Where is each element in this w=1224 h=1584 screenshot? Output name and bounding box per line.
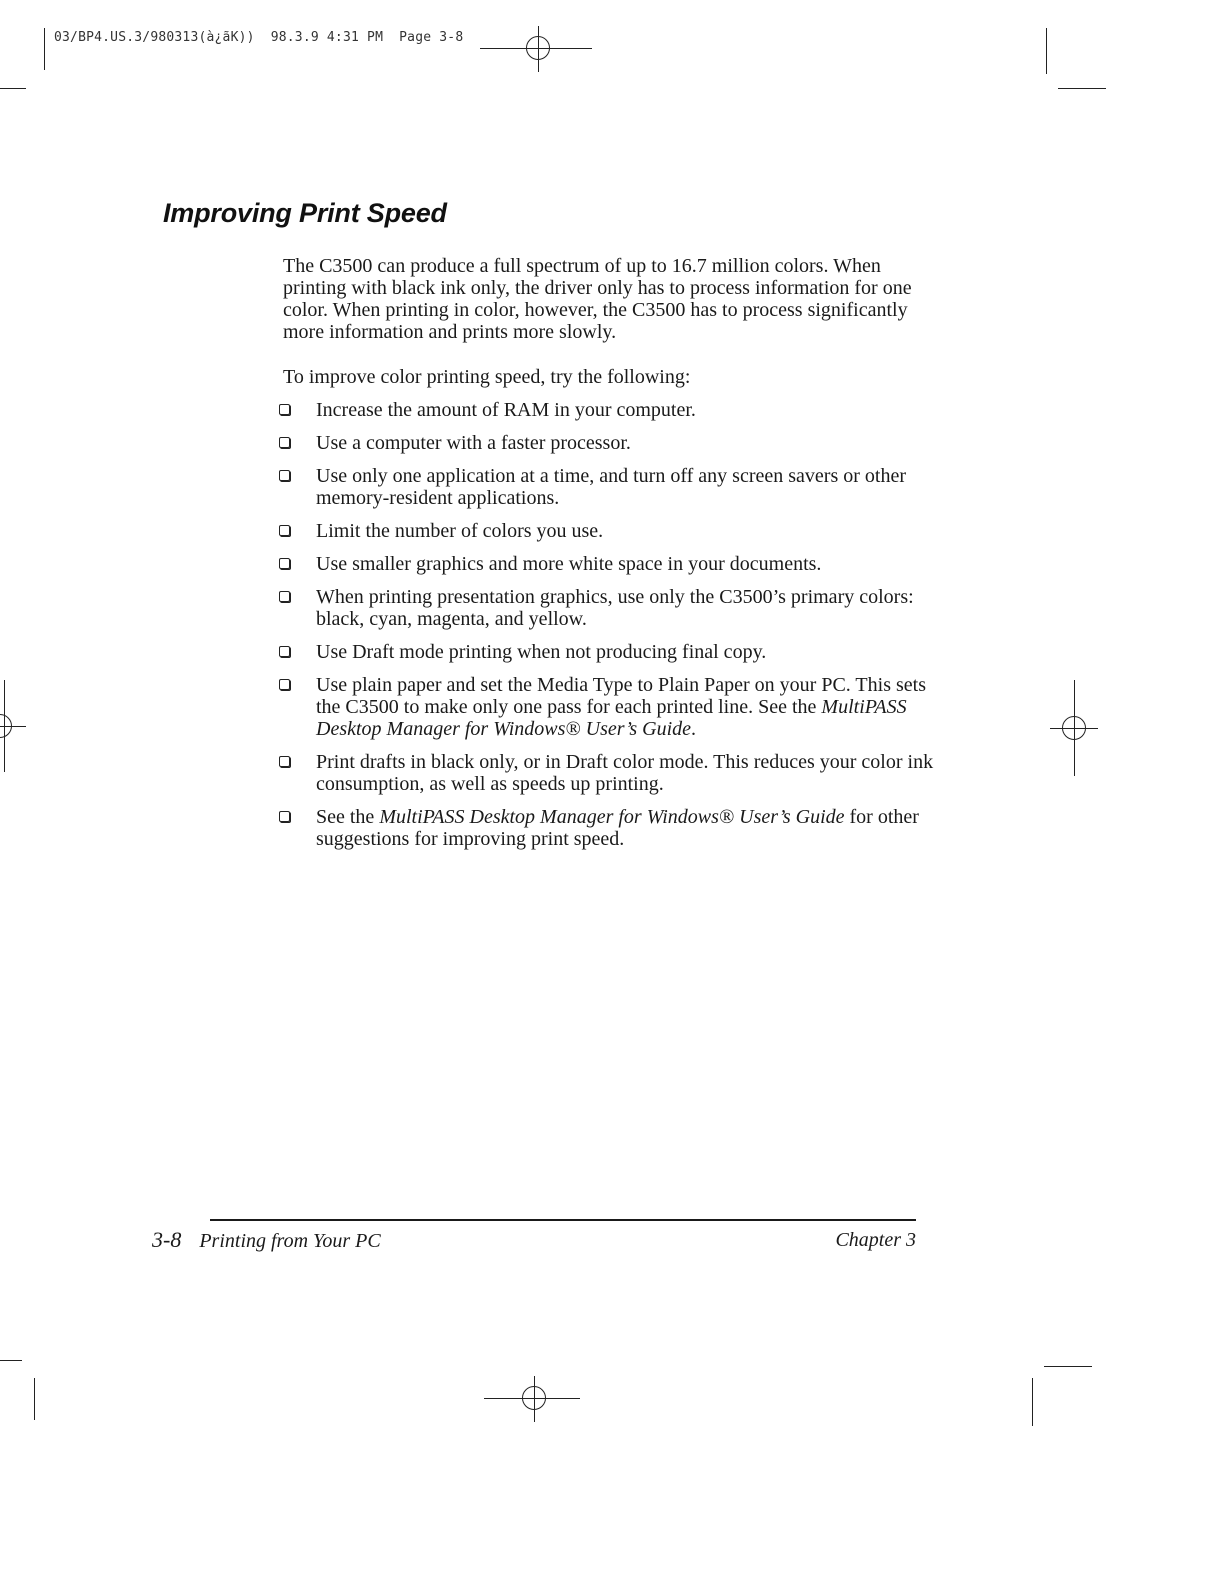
list-item: See the MultiPASS Desktop Manager for Windows® User’s Guide for other suggestions for improving print speed.: [276, 806, 936, 850]
guide-reference: MultiPASS Desktop Manager for Windows® User’s Guide: [379, 806, 845, 828]
registration-mark: [522, 1386, 546, 1410]
list-item: Use a computer with a faster processor.: [276, 432, 936, 454]
checkbox-bullet-icon: [279, 558, 290, 569]
checkbox-bullet-icon: [279, 679, 290, 690]
checkbox-bullet-icon: [279, 811, 290, 822]
list-item: Use only one application at a time, and turn off any screen savers or other memory-resident applications.: [276, 465, 936, 509]
chapter-label: Chapter 3: [835, 1229, 916, 1251]
list-item: Use Draft mode printing when not producing final copy.: [276, 641, 936, 663]
crop-mark: [1032, 1378, 1033, 1426]
crop-mark: [44, 28, 45, 70]
print-slug: 03/BP4.US.3/980313(à¿ãK)) 98.3.9 4:31 PM Page 3-8: [54, 30, 464, 45]
tips-list: [276, 399, 936, 861]
list-item: Limit the number of colors you use.: [276, 520, 936, 542]
list-item: Print drafts in black only, or in Draft color mode. This reduces your color ink consumption, as well as speeds up printing.: [276, 751, 936, 795]
checkbox-bullet-icon: [279, 470, 290, 481]
crop-mark: [0, 88, 26, 89]
crop-mark: [1046, 28, 1047, 74]
crop-mark: [0, 1360, 22, 1361]
section-heading: Improving Print Speed: [163, 198, 447, 228]
page-number: 3-8: [152, 1227, 182, 1252]
registration-mark: [526, 36, 550, 60]
checkbox-bullet-icon: [279, 404, 290, 415]
checkbox-bullet-icon: [279, 525, 290, 536]
crop-mark: [1058, 88, 1106, 89]
list-item: Use plain paper and set the Media Type to Plain Paper on your PC. This sets the C3500 to make only one pass for each printed line. See the MultiPASS Desktop Manager for Windows® User’s Guide.: [276, 674, 936, 740]
intro-paragraph: The C3500 can produce a full spectrum of up to 16.7 million colors. When printing with black ink only, the driver only has to process information for one color. When printing in color, however, the C3500 has to process significantly more information and prints more slowly.: [283, 255, 912, 343]
checkbox-bullet-icon: [279, 646, 290, 657]
crop-mark: [34, 1378, 35, 1420]
chapter-title: Printing from Your PC: [199, 1230, 381, 1252]
list-item: Increase the amount of RAM in your computer.: [276, 399, 936, 421]
list-item: Use smaller graphics and more white space in your documents.: [276, 553, 936, 575]
list-item: When printing presentation graphics, use only the C3500’s primary colors: black, cyan, magenta, and yellow.: [276, 586, 936, 630]
guide-reference: MultiPASS Desktop Manager for Windows® User’s Guide: [316, 696, 907, 740]
list-lead: To improve color printing speed, try the following:: [283, 366, 691, 388]
crop-mark: [1044, 1366, 1092, 1367]
registration-mark: [0, 714, 12, 738]
footer-left: [152, 1227, 381, 1253]
checkbox-bullet-icon: [279, 756, 290, 767]
checkbox-bullet-icon: [279, 591, 290, 602]
registration-mark: [1062, 716, 1086, 740]
checkbox-bullet-icon: [279, 437, 290, 448]
footer-rule: [210, 1219, 916, 1221]
